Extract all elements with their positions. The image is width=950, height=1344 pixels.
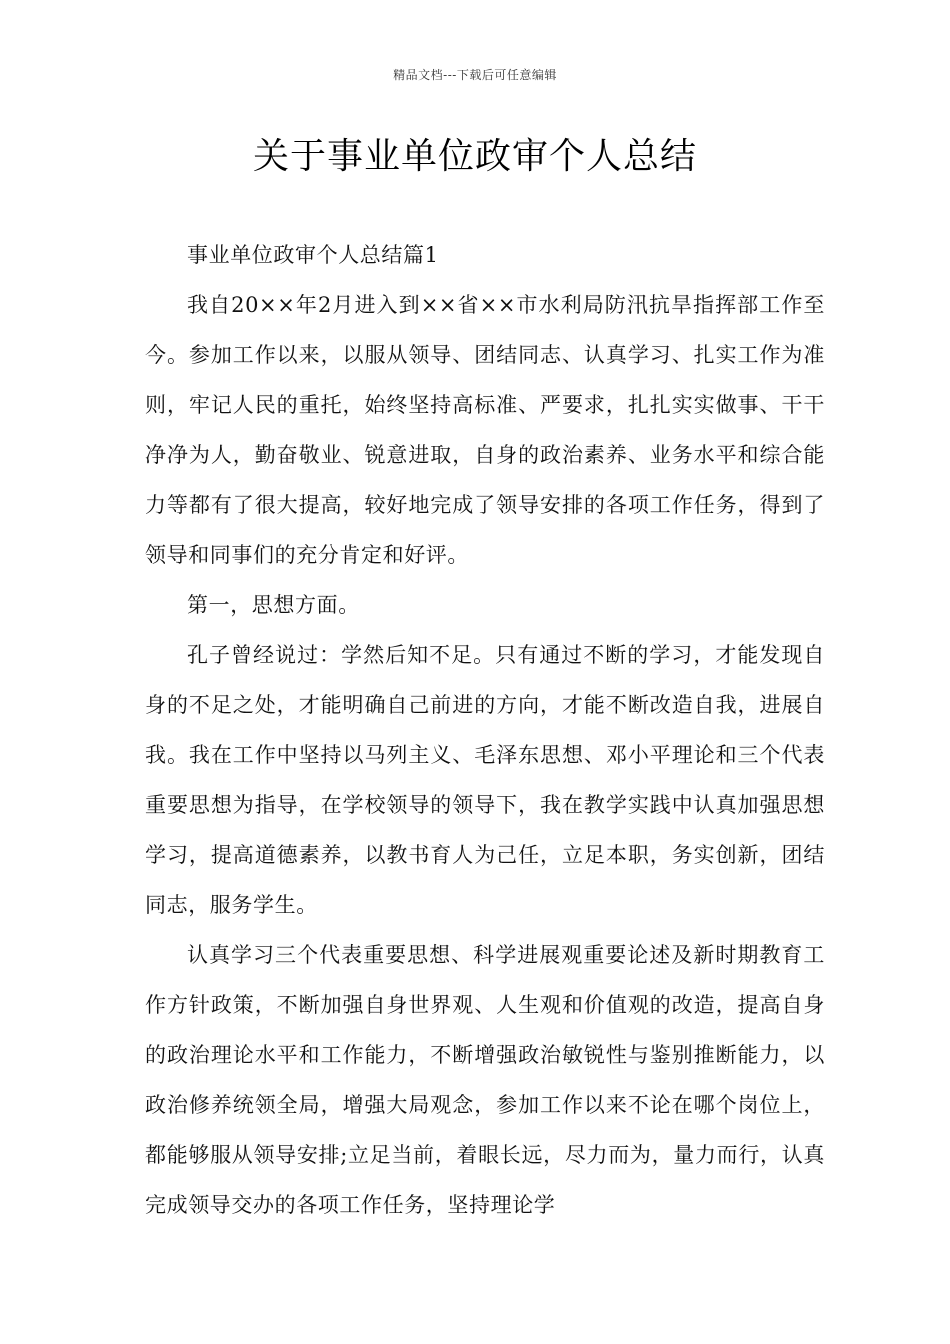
header-note: 精品文档---下载后可任意编辑: [393, 68, 557, 82]
paragraph: 认真学习三个代表重要思想、科学进展观重要论述及新时期教育工作方针政策，不断加强自身世界观、人生观和价值观的改造，提高自身的政治理论水平和工作能力，不断增强政治敏锐性与鉴别推断能力，以政治修养统领全局，增强大局观念，参加工作以来不论在哪个岗位上，都能够服从领导安排;立足当前，着眼长远，尽力而为，量力而行，认真完成领导交办的各项工作任务，坚持理论学: [145, 943, 825, 1217]
document-title: 关于事业单位政审个人总结: [252, 136, 697, 177]
section-heading: 事业单位政审个人总结篇1: [187, 243, 439, 267]
subsection-heading: 第一，思想方面。: [187, 593, 360, 617]
paragraph: 孔子曾经说过：学然后知不足。只有通过不断的学习，才能发现自身的不足之处，才能明确自己前进的方向，才能不断改造自我，进展自我。我在工作中坚持以马列主义、毛泽东思想、邓小平理论和三个代表重要思想为指导，在学校领导的领导下，我在教学实践中认真加强思想学习，提高道德素养，以教书育人为己任，立足本职，务实创新，团结同志，服务学生。: [145, 643, 825, 917]
document-body: [145, 230, 825, 1230]
paragraph: 我自20××年2月进入到××省××市水利局防汛抗旱指挥部工作至今。参加工作以来，以服从领导、团结同志、认真学习、扎实工作为准则，牢记人民的重托，始终坚持高标准、严要求，扎扎实实做事、干干净净为人，勤奋敬业、锐意进取，自身的政治素养、业务水平和综合能力等都有了很大提高，较好地完成了领导安排的各项工作任务，得到了领导和同事们的充分肯定和好评。: [145, 293, 825, 567]
